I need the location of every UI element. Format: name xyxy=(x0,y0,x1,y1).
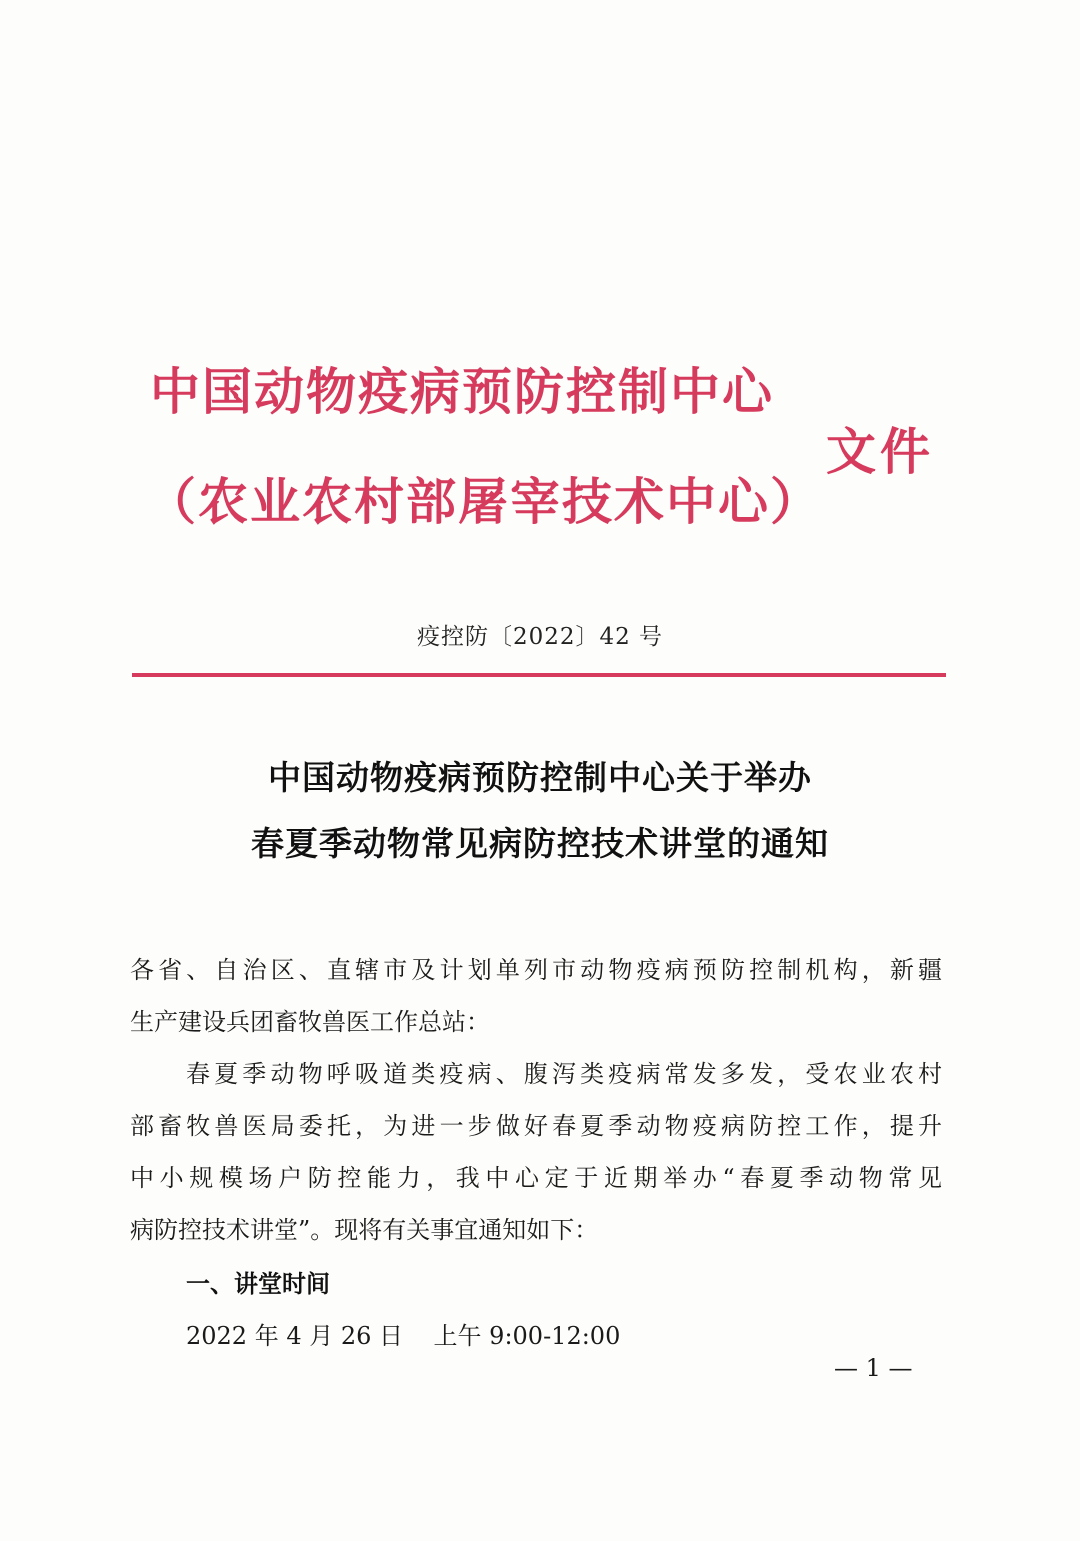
document-title-line2: 春夏季动物常见病防控技术讲堂的通知 xyxy=(251,824,829,863)
lecture-time: 2022 年 4 月 26 日 上午 9:00-12:00 xyxy=(186,1322,621,1350)
document-number: 疫控防〔2022〕42 号 xyxy=(416,624,664,650)
document-type-label: 文件 xyxy=(826,422,934,481)
body-paragraph-line1: 春夏季动物呼吸道类疫病、腹泻类疫病常发多发，受农业农村 xyxy=(186,1060,942,1088)
addressee-line2: 生产建设兵团畜牧兽医工作总站： xyxy=(130,1008,490,1036)
body-paragraph-line2: 部畜牧兽医局委托，为进一步做好春夏季动物疫病防控工作，提升 xyxy=(130,1112,942,1140)
body-paragraph-line4: 病防控技术讲堂”。现将有关事宜通知如下： xyxy=(130,1216,599,1244)
issuer-name: 中国动物疫病预防控制中心 xyxy=(150,362,774,421)
addressee-line1: 各省、自治区、直辖市及计划单列市动物疫病预防控制机构，新疆 xyxy=(130,956,942,984)
document-title-line1: 中国动物疫病预防控制中心关于举办 xyxy=(268,758,812,797)
issuer-subname: （农业农村部屠宰技术中心） xyxy=(146,472,822,531)
section-heading-time: 一、讲堂时间 xyxy=(186,1270,330,1298)
page-number: — 1 — xyxy=(834,1354,913,1382)
red-divider-line xyxy=(132,673,946,677)
body-paragraph-line3: 中小规模场户防控能力，我中心定于近期举办“春夏季动物常见 xyxy=(130,1164,942,1192)
